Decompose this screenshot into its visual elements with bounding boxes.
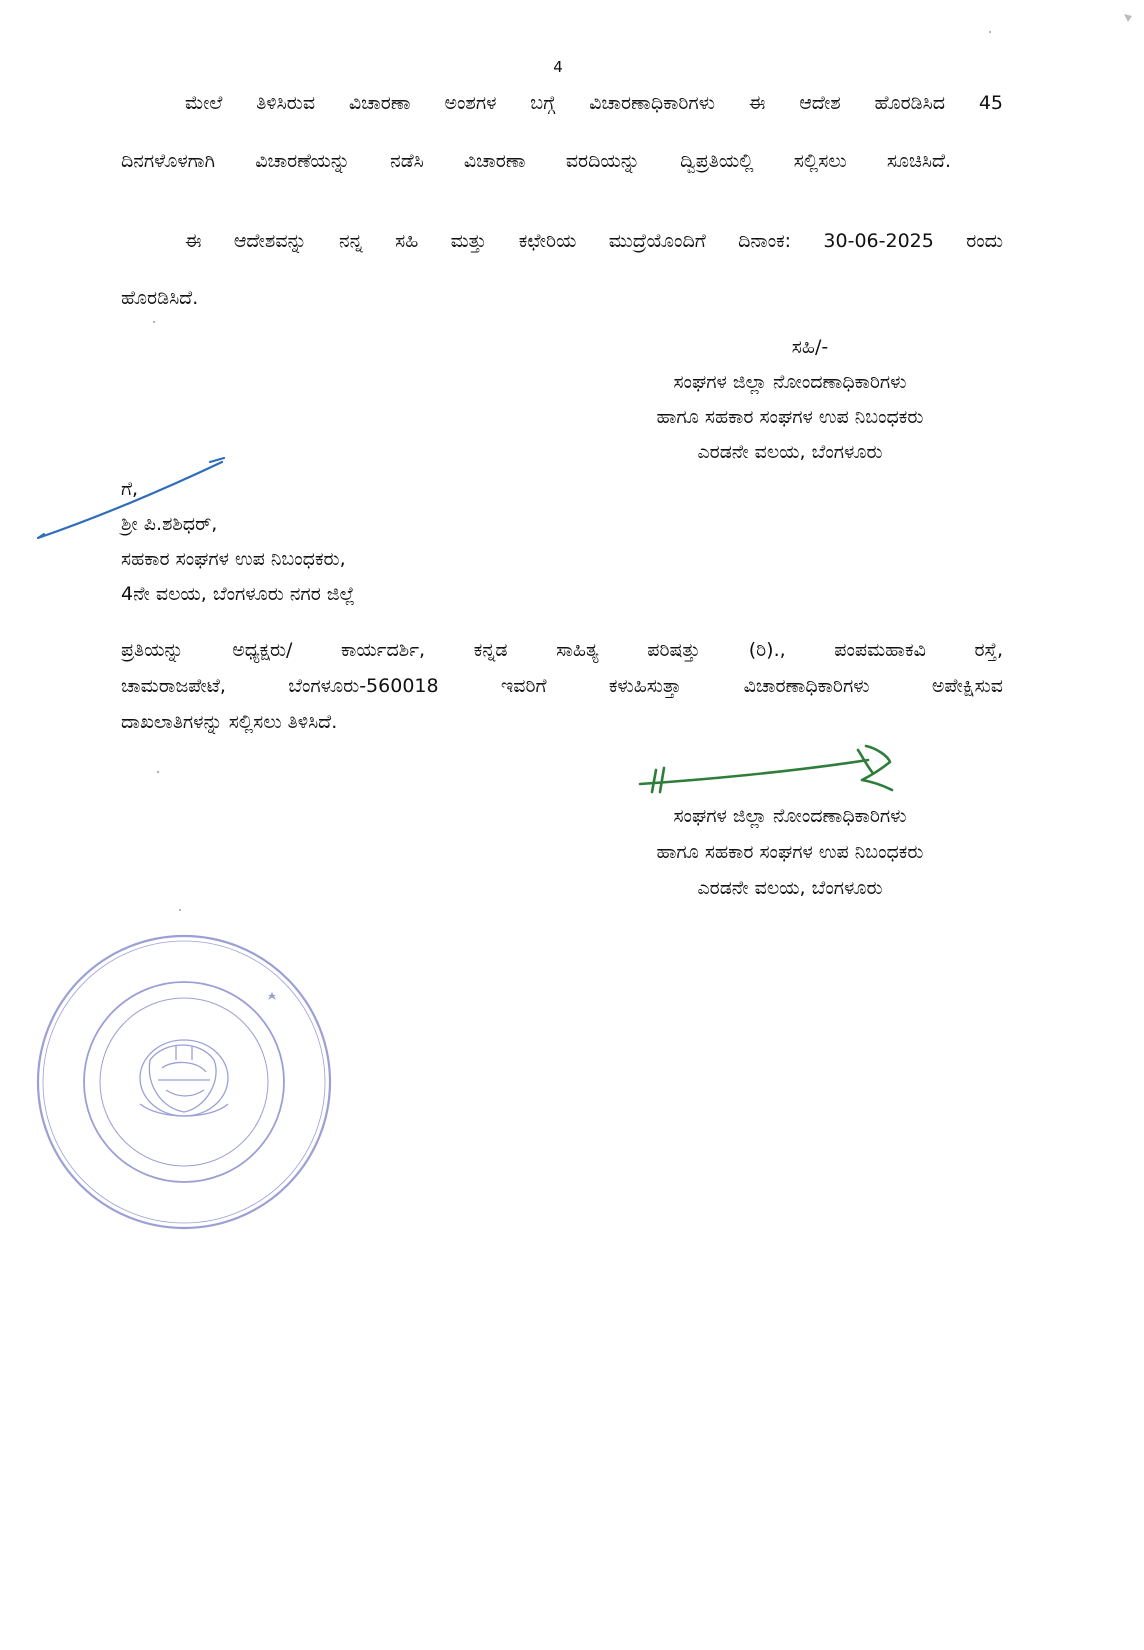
to-label: ಗೆ,: [121, 478, 139, 500]
paragraph1-line2: ದಿನಗಳೊಳಗಾಗಿ ವಿಚಾರಣೆಯನ್ನು ನಡೆಸಿ ವಿಚಾರಣಾ ವರದಿಯನ್ನು ದ್ವಿಪ್ರತಿಯಲ್ಲಿ ಸಲ್ಲಿಸಲು ಸೂಚಿಸಿದೆ.: [121, 150, 951, 172]
addressee-office: 4ನೇ ವಲಯ, ಬೆಂಗಳೂರು ನಗರ ಜಿಲ್ಲೆ: [121, 583, 355, 605]
handwritten-signature: [640, 746, 892, 792]
addressee-designation: ಸಹಕಾರ ಸಂಘಗಳ ಉಪ ನಿಬಂಧಕರು,: [121, 548, 346, 570]
signed-mark: ಸಹಿ/-: [791, 336, 829, 358]
copy-to-line3: ದಾಖಲಾತಿಗಳನ್ನು ಸಲ್ಲಿಸಲು ತಿಳಿಸಿದೆ.: [121, 711, 338, 733]
paragraph2-line1: ಈ ಆದೇಶವನ್ನು ನನ್ನ ಸಹಿ ಮತ್ತು ಕಛೇರಿಯ ಮುದ್ರೆಯೊಂದಿಗೆ ದಿನಾಂಕ: 30-06-2025 ರಂದು: [185, 230, 1003, 252]
blue-ink-stroke: [38, 458, 224, 538]
copy-to-line1: ಪ್ರತಿಯನ್ನು ಅಧ್ಯಕ್ಷರು/ ಕಾರ್ಯದರ್ಶಿ, ಕನ್ನಡ ಸಾಹಿತ್ಯ ಪರಿಷತ್ತು (ರಿ)., ಪಂಪಮಹಾಕವಿ ರಸ್ತೆ,: [121, 639, 1003, 661]
paragraph2-line2: ಹೊರಡಿಸಿದೆ.: [121, 287, 199, 309]
signatory-title-line1: ಸಂಘಗಳ ಜಿಲ್ಲಾ ನೋಂದಣಾಧಿಕಾರಿಗಳು: [673, 371, 907, 393]
page-number: 4: [553, 58, 563, 76]
copy-to-line2: ಚಾಮರಾಜಪೇಟೆ, ಬೆಂಗಳೂರು-560018 ಇವರಿಗೆ ಕಳುಹಿಸುತ್ತಾ ವಿಚಾರಣಾಧಿಕಾರಿಗಳು ಅಪೇಕ್ಷಿಸುವ: [121, 675, 1003, 697]
paragraph1-line1: ಮೇಲೆ ತಿಳಿಸಿರುವ ವಿಚಾರಣಾ ಅಂಶಗಳ ಬಗ್ಗೆ ವಿಚಾರಣಾಧಿಕಾರಿಗಳು ಈ ಆದೇಶ ಹೊರಡಿಸಿದ 45: [185, 92, 1003, 114]
office-seal: [0, 0, 330, 1228]
addressee-name: ಶ್ರೀ ಪಿ.ಶಶಿಧರ್,: [121, 513, 218, 535]
signatory2-title-line2: ಹಾಗೂ ಸಹಕಾರ ಸಂಘಗಳ ಉಪ ನಿಬಂಧಕರು: [656, 841, 924, 863]
seal-emblem: [140, 1040, 228, 1116]
signatory-title-line2: ಹಾಗೂ ಸಹಕಾರ ಸಂಘಗಳ ಉಪ ನಿಬಂಧಕರು: [656, 406, 924, 428]
signatory2-title-line1: ಸಂಘಗಳ ಜಿಲ್ಲಾ ನೋಂದಣಾಧಿಕಾರಿಗಳು: [673, 805, 907, 827]
signatory-title-line3: ಎರಡನೇ ವಲಯ, ಬೆಂಗಳೂರು: [697, 441, 883, 463]
signatory2-title-line3: ಎರಡನೇ ವಲಯ, ಬೆಂಗಳೂರು: [697, 877, 883, 899]
